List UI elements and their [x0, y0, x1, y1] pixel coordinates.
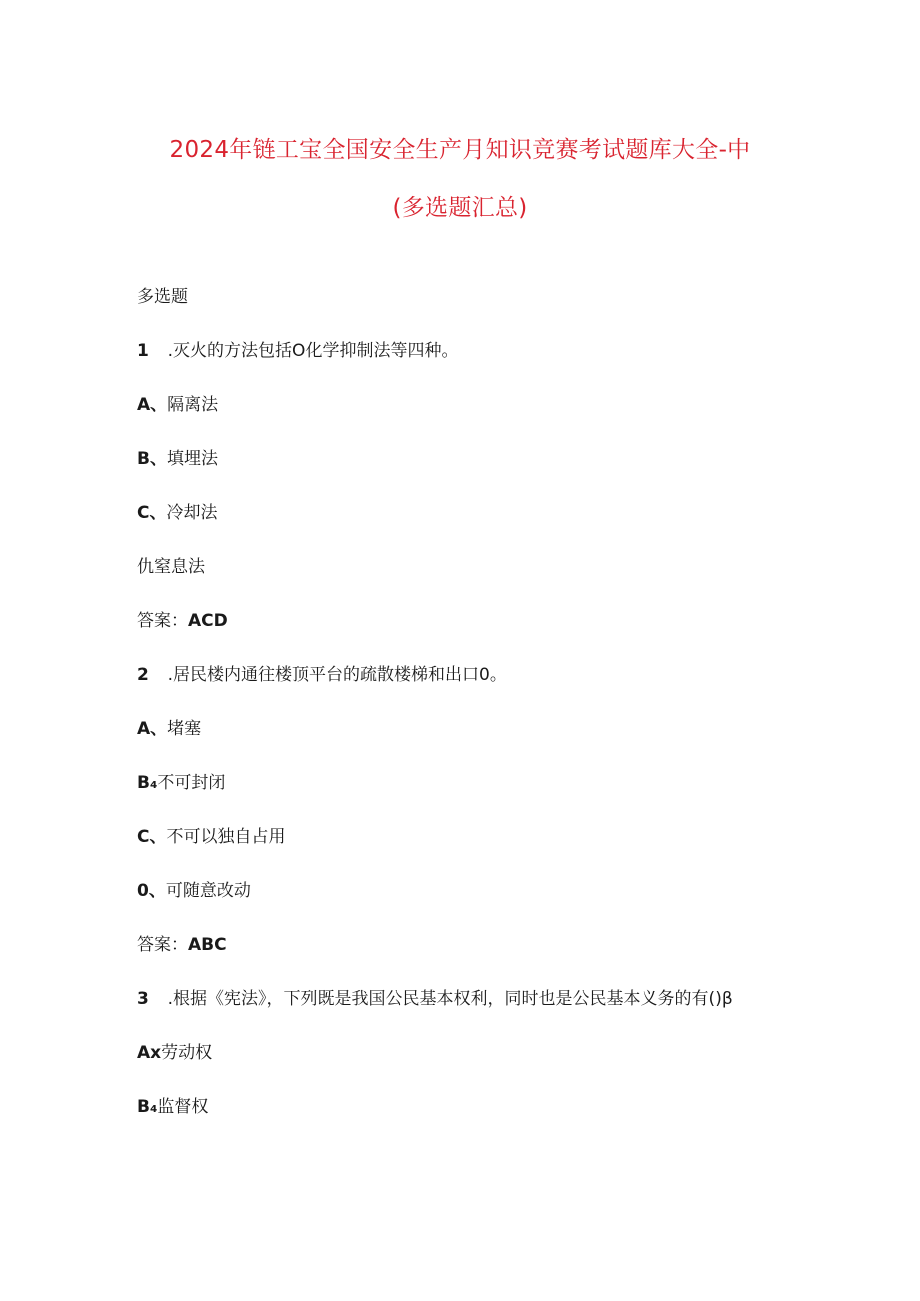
option-label: Ax: [137, 1043, 162, 1063]
option-text: 监督权: [157, 1097, 209, 1117]
option-label: 0、: [137, 881, 166, 901]
answer-label: 答案：: [137, 611, 188, 631]
option-text: 不可以独自占用: [166, 827, 286, 847]
option-a: [137, 718, 201, 740]
question-1: [137, 340, 458, 362]
option-d: [137, 556, 205, 578]
option-d: [137, 880, 251, 902]
document-title-line-1: 2024年链工宝全国安全生产月知识竞赛考试题库大全-中: [169, 137, 751, 163]
option-label: A、: [137, 719, 168, 739]
question-2: [137, 664, 507, 686]
option-c: [137, 826, 285, 848]
question-number: 3: [137, 989, 149, 1009]
question-stem: .居民楼内通往楼顶平台的疏散楼梯和出口0。: [167, 665, 507, 685]
question-stem: .灭火的方法包括O化学抑制法等四种。: [167, 341, 459, 361]
option-text: 冷却法: [166, 503, 218, 523]
option-text: 可随意改动: [165, 881, 251, 901]
question-number: 2: [137, 665, 149, 685]
question-stem: .根据《宪法》，下列既是我国公民基本权利，同时也是公民基本义务的有()β: [167, 989, 733, 1009]
option-label: A、: [137, 395, 168, 415]
section-heading: 多选题: [137, 287, 188, 307]
option-label: C、: [137, 827, 167, 847]
answer: [137, 610, 228, 632]
answer-label: 答案：: [137, 935, 188, 955]
option-text: 不可封闭: [157, 773, 226, 793]
question-number: 1: [137, 341, 149, 361]
option-b: [137, 448, 218, 470]
option-text: 劳动权: [161, 1043, 213, 1063]
document-title-line-2: (多选题汇总): [392, 195, 528, 221]
option-label: C、: [137, 503, 167, 523]
answer-value: ACD: [188, 611, 228, 631]
answer: [137, 934, 227, 956]
answer-value: ABC: [188, 935, 227, 955]
option-b: [137, 772, 225, 794]
option-b: [137, 1096, 208, 1118]
option-text: 填埋法: [166, 449, 218, 469]
option-label: B、: [137, 449, 167, 469]
option-a: [137, 394, 218, 416]
option-a: [137, 1042, 212, 1064]
option-text: 隔离法: [167, 395, 219, 415]
option-text: 堵塞: [167, 719, 202, 739]
option-text: 仇窒息法: [137, 557, 205, 577]
option-label: B₄: [137, 1097, 158, 1117]
question-3: [137, 988, 733, 1010]
option-label: B₄: [137, 773, 158, 793]
option-c: [137, 502, 217, 524]
